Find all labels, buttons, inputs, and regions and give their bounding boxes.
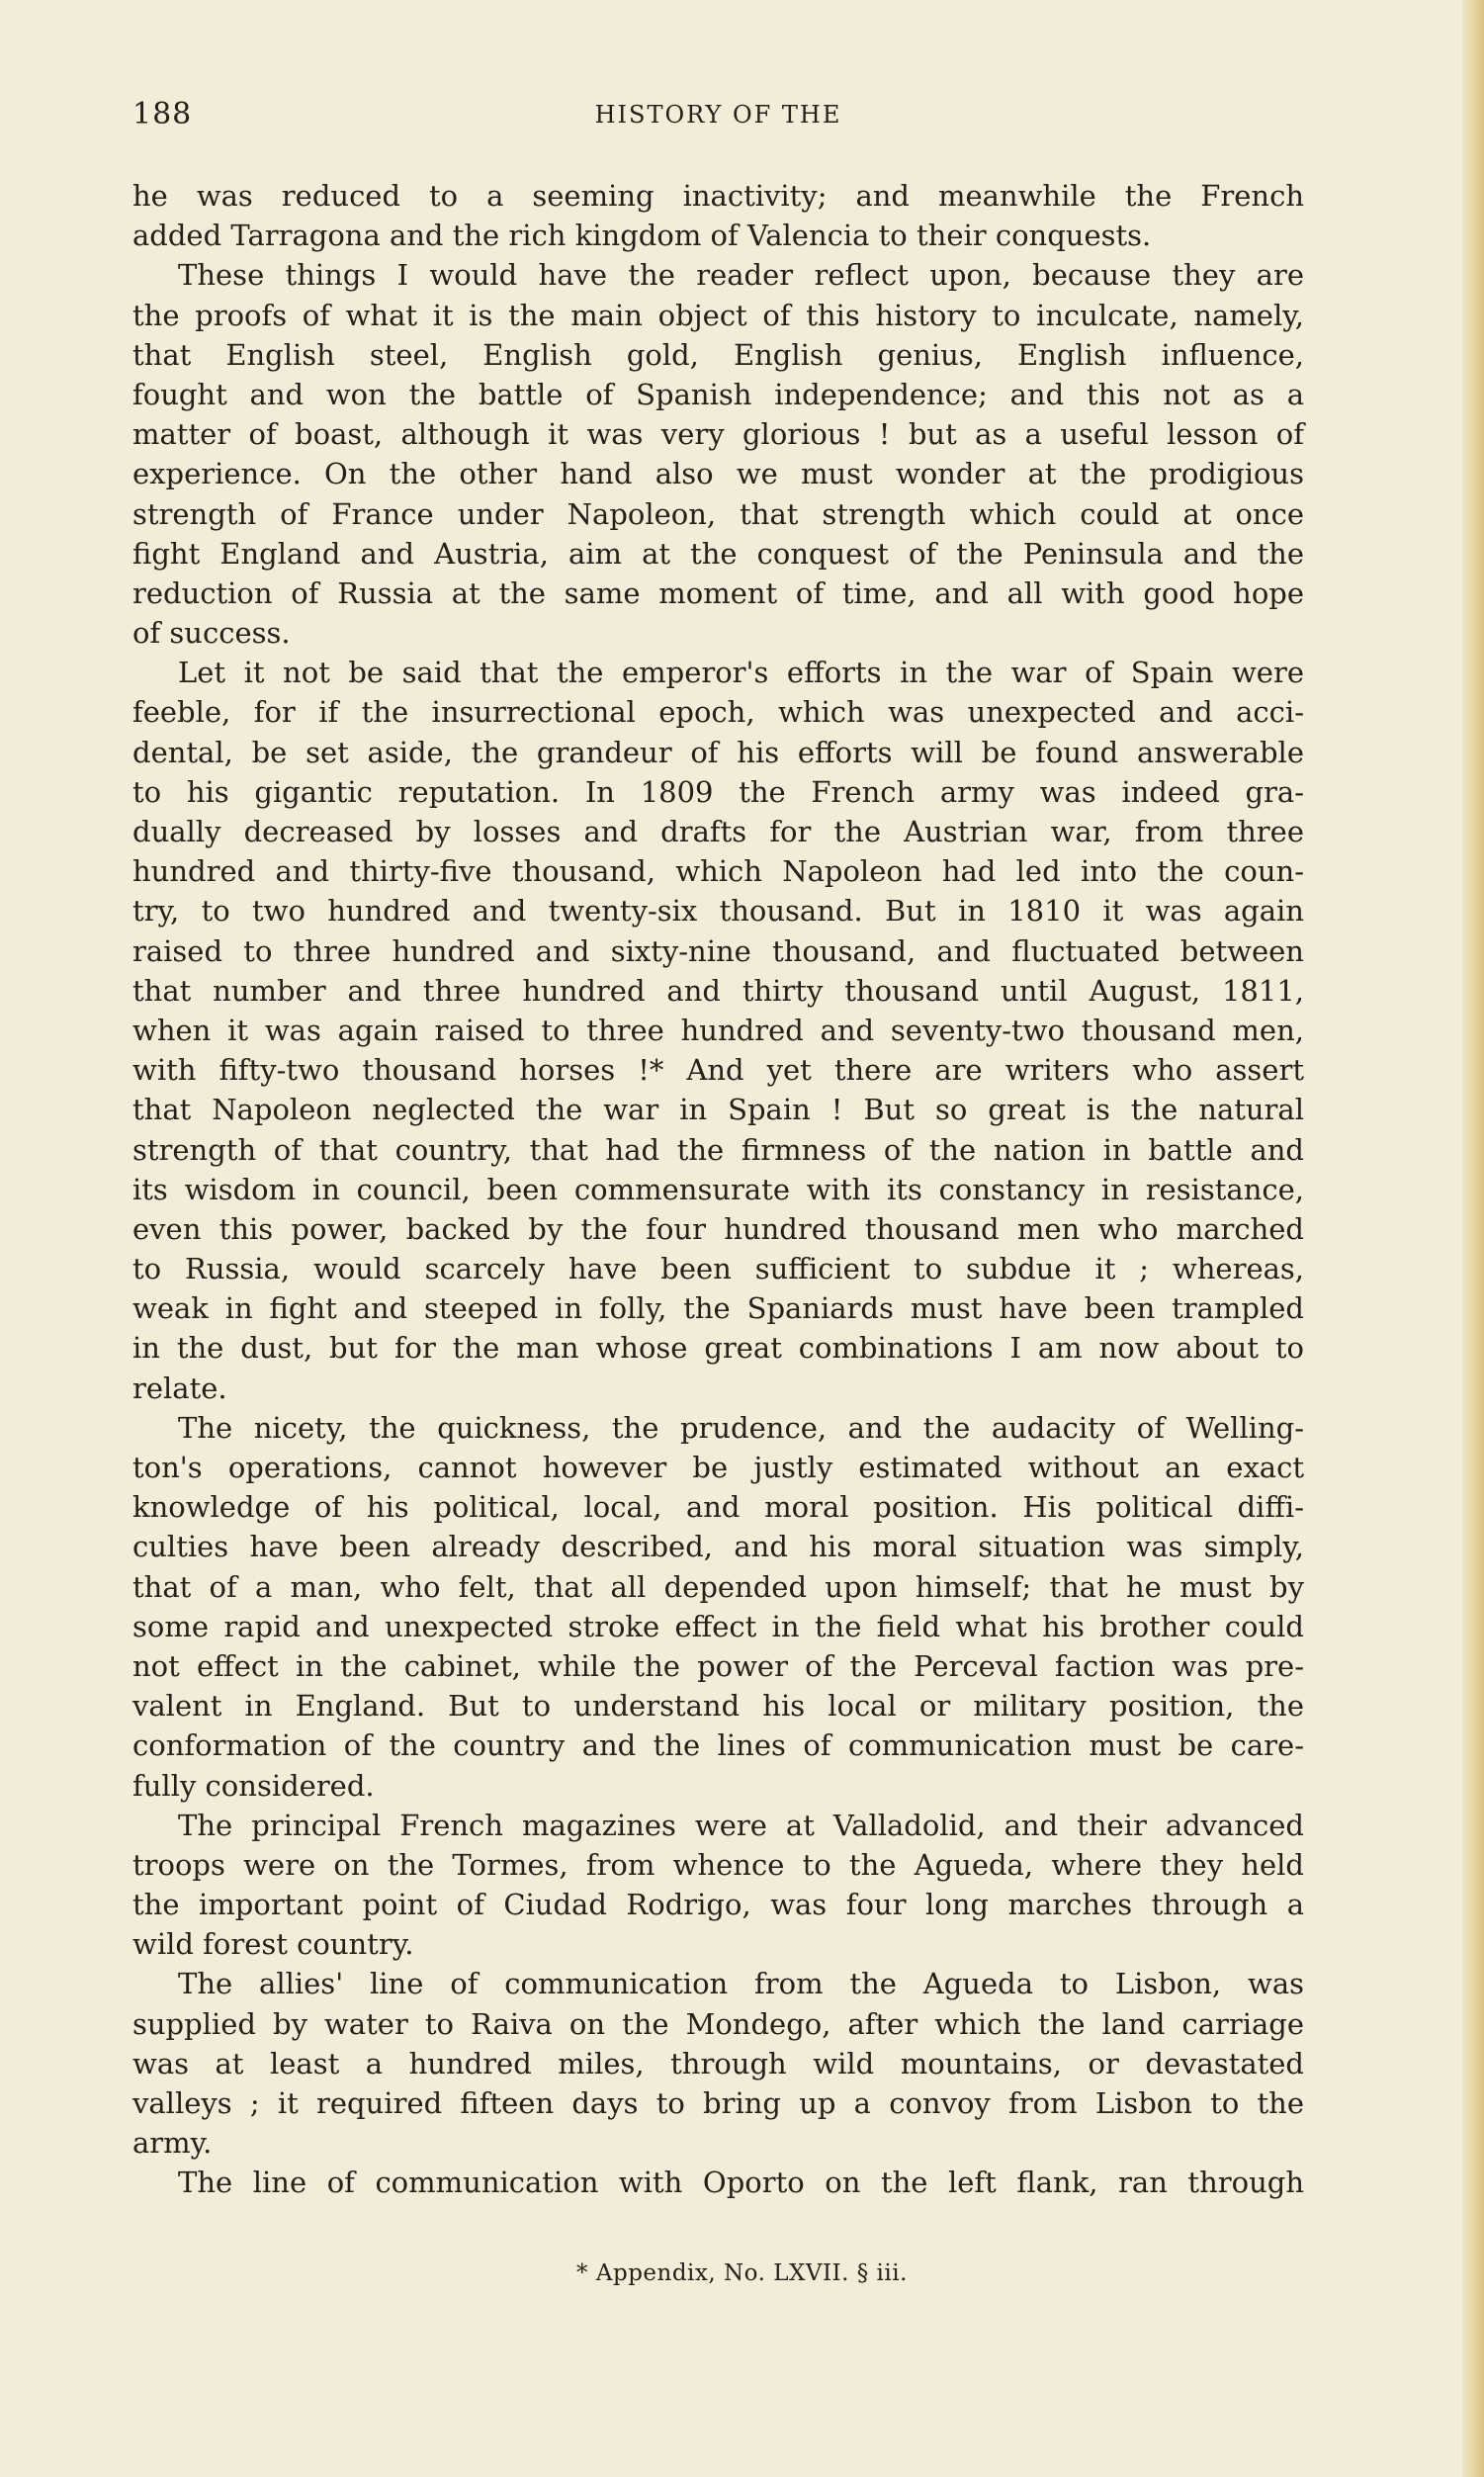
text-line: that Napoleon neglected the war in Spain ! But so great is the natural xyxy=(132,1093,1304,1127)
text-line: fought and won the battle of Spanish independence; and this not as a xyxy=(132,377,1304,411)
text-line: hundred and thirty-five thousand, which Napoleon had led into the coun- xyxy=(132,854,1304,889)
text-line: valleys ; it required fifteen days to bring up a convoy from Lisbon to the xyxy=(132,2086,1304,2120)
text-line: try, to two hundred and twenty-six thousand. But in 1810 it was again xyxy=(132,894,1304,929)
text-line: in the dust, but for the man whose great combinations I am now about to xyxy=(132,1331,1304,1366)
text-line: fully considered. xyxy=(132,1768,375,1803)
text-line: he was reduced to a seeming inactivity; and meanwhile the French xyxy=(132,179,1304,213)
text-line: strength of France under Napoleon, that strength which could at once xyxy=(132,496,1304,531)
text-line: its wisdom in council, been commensurate with its constancy in resistance, xyxy=(132,1172,1304,1206)
page-number: 188 xyxy=(132,97,193,132)
text-line: to Russia, would scarcely have been sufficient to subdue it ; whereas, xyxy=(132,1252,1304,1286)
text-line: to his gigantic reputation. In 1809 the French army was indeed gra- xyxy=(132,774,1304,809)
text-line: of success. xyxy=(132,616,291,651)
page-edge xyxy=(1462,0,1484,2477)
text-line: that of a man, who felt, that all depended upon himself; that he must by xyxy=(132,1569,1304,1604)
text-line: not effect in the cabinet, while the power of the Perceval faction was pre- xyxy=(132,1648,1304,1683)
text-line: troops were on the Tormes, from whence to the Agueda, where they held xyxy=(132,1847,1304,1882)
text-line: the important point of Ciudad Rodrigo, was four long marches through a xyxy=(132,1888,1304,1922)
text-line: that number and three hundred and thirty thousand until August, 1811, xyxy=(132,973,1304,1008)
page-header xyxy=(132,97,1304,136)
text-line: strength of that country, that had the firmness of the nation in battle and xyxy=(132,1132,1304,1167)
text-line: feeble, for if the insurrectional epoch, which was unexpected and acci- xyxy=(132,695,1304,730)
text-line: wild forest country. xyxy=(132,1927,414,1962)
text-line: was at least a hundred miles, through wild mountains, or devastated xyxy=(132,2046,1304,2080)
text-line: matter of boast, although it was very glorious ! but as a useful lesson of xyxy=(132,417,1304,452)
text-line: the proofs of what it is the main object of this history to inculcate, namely, xyxy=(132,298,1304,332)
text-line: fight England and Austria, aim at the conquest of the Peninsula and the xyxy=(132,536,1304,571)
text-line: reduction of Russia at the same moment of time, and all with good hope xyxy=(132,575,1304,610)
text-line: added Tarragona and the rich kingdom of Valencia to their conquests. xyxy=(132,219,1152,253)
text-line: dental, be set aside, the grandeur of his efforts will be found answerable xyxy=(132,735,1304,769)
text-line: some rapid and unexpected stroke effect in the field what his brother could xyxy=(132,1609,1304,1643)
text-line: culties have been already described, and his moral situation was simply, xyxy=(132,1530,1304,1564)
text-line: relate. xyxy=(132,1371,227,1405)
text-line: The principal French magazines were at Valladolid, and their advanced xyxy=(178,1808,1304,1842)
text-line: dually decreased by losses and drafts for the Austrian war, from three xyxy=(132,815,1304,848)
text-line: raised to three hundred and sixty-nine thousand, and fluctuated between xyxy=(132,933,1304,968)
text-line: even this power, backed by the four hundred thousand men who marched xyxy=(132,1211,1304,1246)
text-line: The allies' line of communication from the Agueda to Lisbon, was xyxy=(178,1967,1304,2001)
text-line: Let it not be said that the emperor's efforts in the war of Spain were xyxy=(178,656,1304,690)
text-line: experience. On the other hand also we must wonder at the prodigious xyxy=(132,457,1304,491)
text-line: These things I would have the reader reflect upon, because they are xyxy=(178,258,1304,293)
text-line: supplied by water to Raiva on the Mondego, after which the land carriage xyxy=(132,2006,1304,2041)
text-line: when it was again raised to three hundred and seventy-two thousand men, xyxy=(132,1013,1304,1047)
text-line: conformation of the country and the lines of communication must be care- xyxy=(132,1728,1304,1763)
footnote: * Appendix, No. LXVII. § iii. xyxy=(576,2260,908,2286)
text-line: knowledge of his political, local, and moral position. His political diffi- xyxy=(132,1490,1304,1525)
text-line: ton's operations, cannot however be justly estimated without an exact xyxy=(132,1451,1304,1484)
text-line: The line of communication with Oporto on the left flank, ran through xyxy=(178,2166,1304,2200)
text-line: weak in fight and steeped in folly, the Spaniards must have been trampled xyxy=(132,1291,1304,1326)
text-line: with fifty-two thousand horses !* And yet there are writers who assert xyxy=(132,1053,1304,1088)
text-line: The nicety, the quickness, the prudence, and the audacity of Welling- xyxy=(178,1410,1304,1445)
text-line: that English steel, English gold, English genius, English influence, xyxy=(132,337,1304,372)
text-line: valent in England. But to understand his local or military position, the xyxy=(132,1689,1304,1724)
running-title: HISTORY OF THE xyxy=(594,101,842,129)
body-text xyxy=(132,176,1304,2203)
text-line: army. xyxy=(132,2126,213,2161)
